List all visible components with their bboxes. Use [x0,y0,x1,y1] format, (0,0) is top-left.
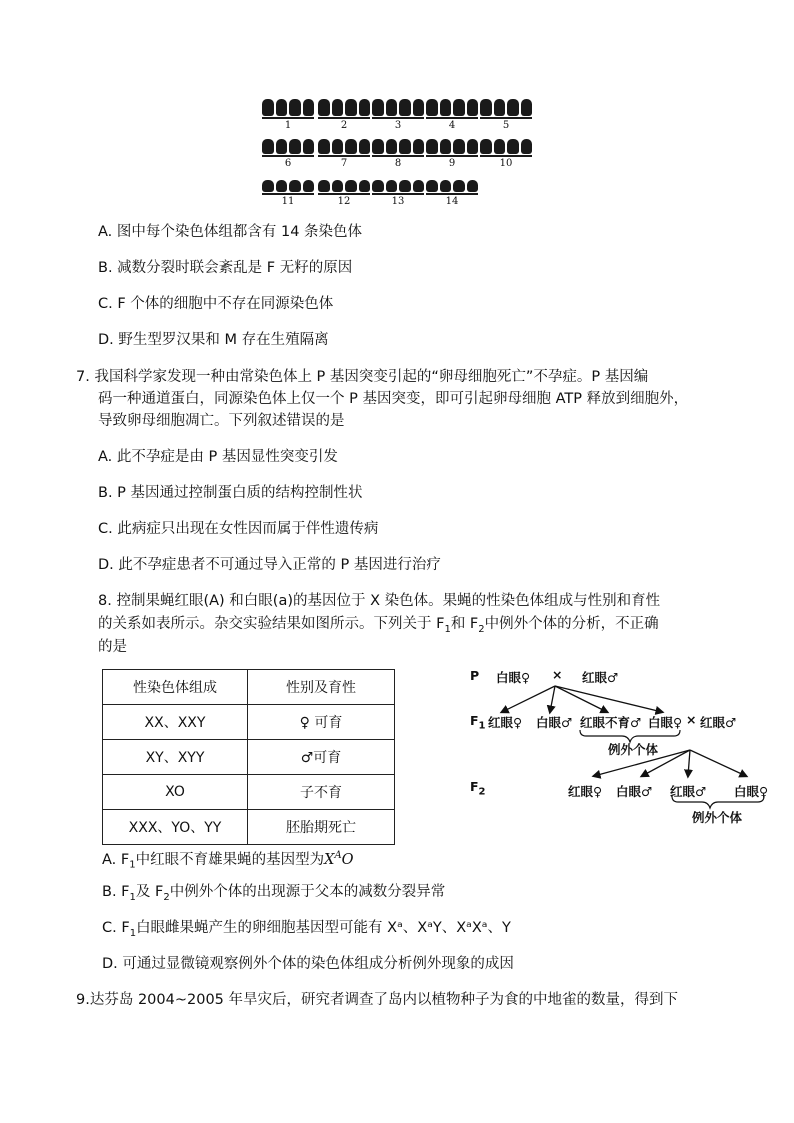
chromosome-number: 4 [448,120,456,131]
q7-stem-line2: 码一种通道蛋白，同源染色体上仅一个 P 基因突变，即可引起卵母细胞 ATP 释放到细胞外， [98,391,689,407]
q6-option-a: A. 图中每个染色体组都含有 14 条染色体 [98,224,363,240]
table-cell: 子不育 [248,775,395,810]
chromosome-set [318,136,370,154]
q8-stem-line3: 的是 [98,639,127,655]
chromosome-group [480,98,532,138]
table-header-row [103,670,395,705]
table-cell: ♂可育 [248,740,395,775]
chromosome-group [262,136,314,176]
q8-stem-line2: 的关系如表所示。杂交实验结果如图所示。下列关于 $F_1$和 $F_2$中例外个体的分析，不正确 [98,616,659,635]
cross-diagram [462,664,782,834]
q9-stem: 9.达芬岛 2004~2005 年旱灾后，研究者调查了岛内以植物种子为食的中地雀的数量，得到下 [76,992,679,1008]
chromosome-group [426,174,478,214]
table-row [103,810,395,845]
chromosome-group [318,136,370,176]
chromosome-group [426,98,478,138]
chromosome-number: 13 [391,196,405,207]
table-header: 性染色体组成 [103,670,248,705]
f2-item: 红眼♂ [670,784,707,799]
chromosome-set [426,98,478,116]
chromosome-group [372,98,424,138]
table-cell: XO [103,775,248,810]
q6-option-b: B. 减数分裂时联会紊乱是 F 无籽的原因 [98,260,353,276]
q8-option-b: B. $F_1$及 $F_2$中例外个体的出现源于父本的减数分裂异常 [102,884,446,903]
chromosome-number: 14 [445,196,459,207]
table-cell: XX、XXY [103,705,248,740]
q8-option-a: A. $F_1$中红眼不育雄果蝇的基因型为$X^AO$ [102,850,354,871]
f2-generation-label: $F_2$ [470,779,486,798]
p-male: 红眼♂ [582,670,619,685]
chromosome-number: 9 [448,158,456,169]
table-row [103,740,395,775]
chromosome-group [262,98,314,138]
chromosome-set [426,174,478,192]
chromosome-number: 12 [337,196,351,207]
q7-option-b: B. P 基因通过控制蛋白质的结构控制性状 [98,485,363,501]
q8-stem-line1: 8. 控制果蝇红眼(A) 和白眼(a)的基因位于 X 染色体。果蝇的性染色体组成与性别和育性 [98,593,661,609]
f1-item: 白眼♀ [648,715,683,730]
q8-option-d: D. 可通过显微镜观察例外个体的染色体组成分析例外现象的成因 [102,956,514,972]
q7-option-c: C. 此病症只出现在女性因而属于伴性遗传病 [98,521,379,537]
chromosome-set [262,98,314,116]
chromosome-number: 6 [284,158,292,169]
q7-option-d: D. 此不孕症患者不可通过导入正常的 P 基因进行治疗 [98,557,441,573]
table-row [103,775,395,810]
chromosome-number: 10 [499,158,513,169]
table-row [103,705,395,740]
chromosome-set [426,136,478,154]
q7-option-a: A. 此不孕症是由 P 基因显性突变引发 [98,449,338,465]
table-cell: 胚胎期死亡 [248,810,395,845]
sex-chromosome-table [102,669,395,845]
q6-option-c: C. F 个体的细胞中不存在同源染色体 [98,296,334,312]
f1-item: 红眼♀ [488,715,523,730]
chromosome-set [372,98,424,116]
chromosome-set [480,98,532,116]
chromosome-group [372,174,424,214]
chromosome-number: 7 [340,158,348,169]
chromosome-group [318,98,370,138]
chromosome-set [372,174,424,192]
f2-item: 白眼♂ [616,784,653,799]
chromosome-number: 1 [284,120,292,131]
f2-item: 白眼♀ [734,784,769,799]
f2-exception-label: 例外个体 [692,810,743,825]
q7-stem-line1: 7. 我国科学家发现一种由常染色体上 P 基因突变引起的“卵母细胞死亡”不孕症。P 基因编 [76,369,649,385]
q7-stem-line3: 导致卵母细胞凋亡。下列叙述错误的是 [98,413,345,429]
table-header: 性别及育性 [248,670,395,705]
q6-option-d: D. 野生型罗汉果和 M 存在生殖隔离 [98,332,329,348]
chromosome-set [480,136,532,154]
f1-cross-symbol: × [686,712,697,727]
table-cell: XY、XYY [103,740,248,775]
chromosome-number: 3 [394,120,402,131]
chromosome-group [318,174,370,214]
f1-exception-label: 例外个体 [608,742,659,757]
chromosome-number: 2 [340,120,348,131]
chromosome-number: 8 [394,158,402,169]
chromosome-set [262,174,314,192]
chromosome-set [372,136,424,154]
karyotype-figure [262,98,552,206]
chromosome-group [262,174,314,214]
chromosome-number: 5 [502,120,510,131]
chromosome-group [372,136,424,176]
f2-item: 红眼♀ [568,784,603,799]
chromosome-set [318,174,370,192]
f1-male: 红眼♂ [700,715,737,730]
chromosome-number: 11 [281,196,295,207]
q8-option-c: C. $F_1$白眼雌果蝇产生的卵细胞基因型可能有 Xᵃ、XᵃY、XᵃXᵃ、Y [102,920,511,939]
chromosome-group [480,136,532,176]
table-cell: ♀ 可育 [248,705,395,740]
f1-item: 白眼♂ [536,715,573,730]
p-generation-label: P [470,668,480,683]
p-female: 白眼♀ [496,670,531,685]
chromosome-set [318,98,370,116]
table-cell: XXX、YO、YY [103,810,248,845]
f1-generation-label: $F_1$ [470,713,486,732]
f1-item: 红眼不育♂ [580,715,642,730]
chromosome-group [426,136,478,176]
p-cross-symbol: × [552,667,563,682]
chromosome-set [262,136,314,154]
